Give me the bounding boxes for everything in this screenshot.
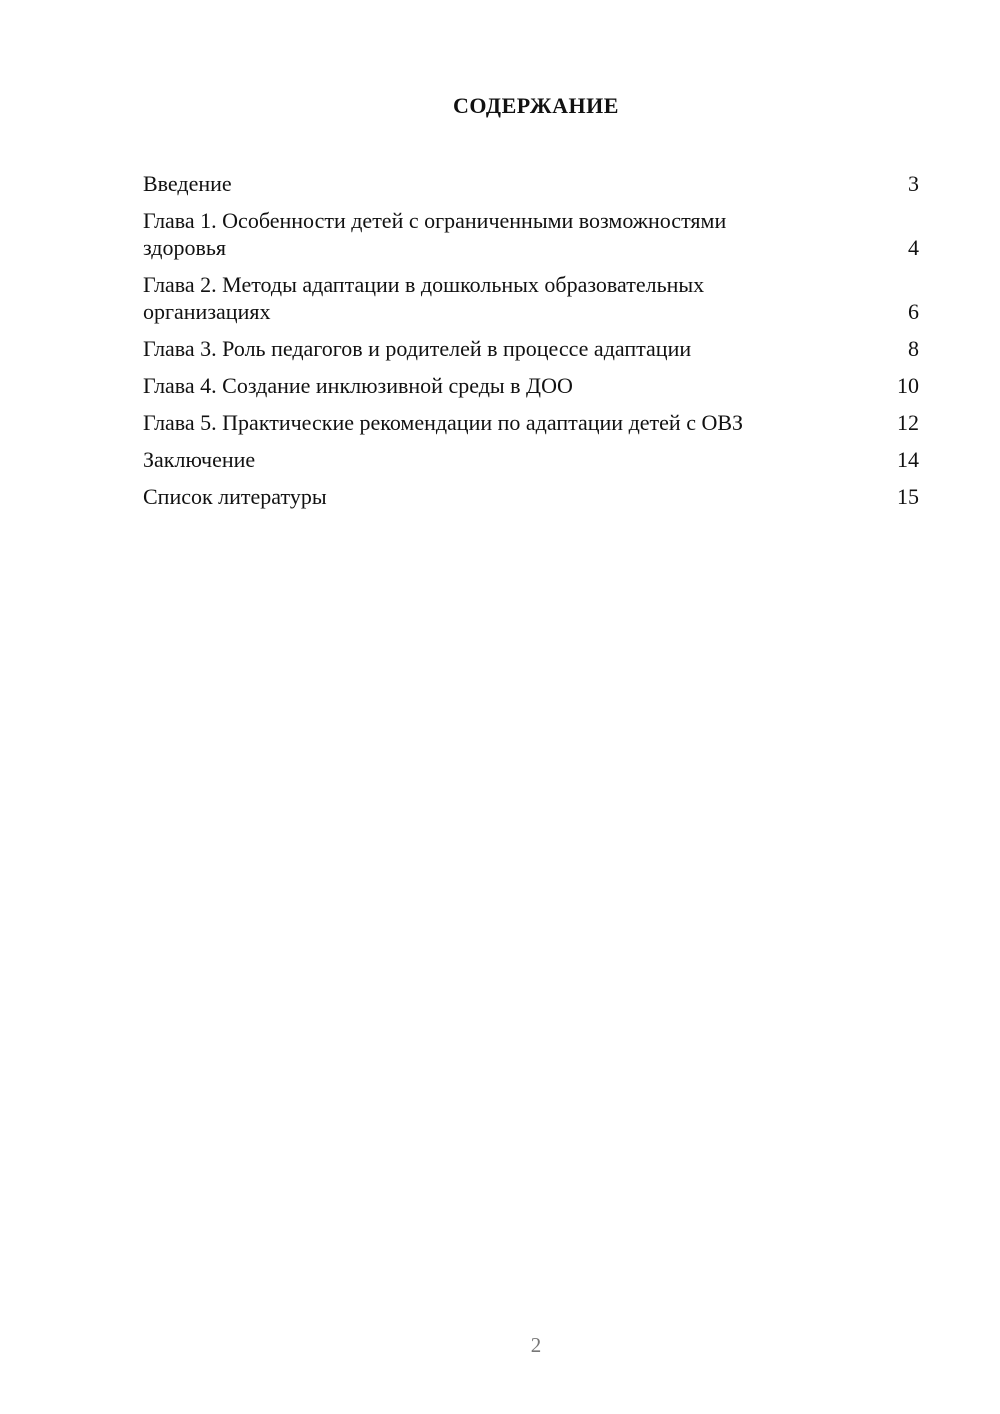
toc-entry-label: Глава 3. Роль педагогов и родителей в процессе адаптации xyxy=(143,336,692,361)
toc-entry-introduction[interactable] xyxy=(143,170,919,197)
toc-entry-label: Список литературы xyxy=(143,484,327,509)
toc-entry-page: 3 xyxy=(908,171,919,196)
toc-entry-page: 12 xyxy=(897,410,919,435)
toc-entry-page: 8 xyxy=(908,336,919,361)
table-of-contents xyxy=(143,170,919,520)
toc-entry-page: 6 xyxy=(908,299,919,324)
toc-entry-label: Глава 4. Создание инклюзивной среды в ДОО xyxy=(143,373,573,398)
toc-entry-page: 15 xyxy=(897,484,919,509)
toc-entry-conclusion[interactable] xyxy=(143,446,919,473)
toc-entry-chapter-1[interactable] xyxy=(143,207,919,261)
page-title: СОДЕРЖАНИЕ xyxy=(453,93,619,118)
toc-entry-label: Глава 1. Особенности детей с ограниченными возможностями здоровья xyxy=(143,208,727,260)
toc-entry-page: 4 xyxy=(908,235,919,260)
toc-entry-page: 14 xyxy=(897,447,919,472)
toc-entry-label: Глава 2. Методы адаптации в дошкольных образовательных организациях xyxy=(143,272,705,324)
toc-entry-label: Глава 5. Практические рекомендации по адаптации детей с ОВЗ xyxy=(143,410,744,435)
page-number: 2 xyxy=(530,1333,542,1357)
toc-entry-bibliography[interactable] xyxy=(143,483,919,510)
toc-entry-label: Введение xyxy=(143,171,232,196)
toc-entry-label: Заключение xyxy=(143,447,256,472)
toc-entry-chapter-5[interactable] xyxy=(143,409,919,436)
toc-entry-chapter-4[interactable] xyxy=(143,372,919,399)
toc-entry-chapter-2[interactable] xyxy=(143,271,919,325)
toc-entry-page: 10 xyxy=(897,373,919,398)
toc-entry-chapter-3[interactable] xyxy=(143,335,919,362)
